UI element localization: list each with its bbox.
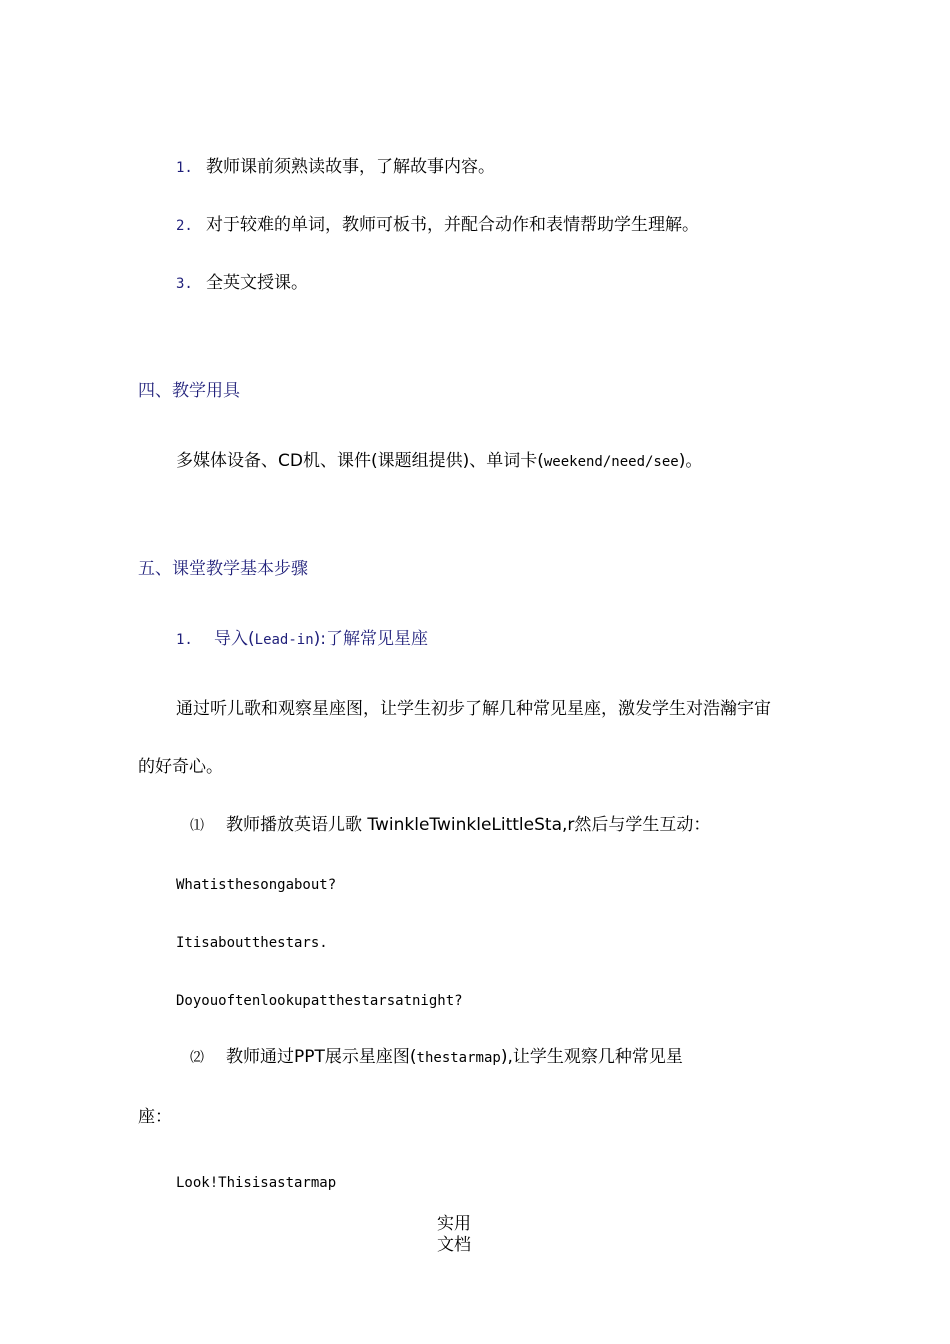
intro-line-2: 的好奇心。: [138, 757, 223, 777]
step-title-a: 导入(: [214, 629, 255, 649]
prep-item-text: 全英文授课。: [206, 273, 308, 293]
sub-step-text-en: thestarmap: [416, 1050, 501, 1066]
prep-item-number: 3.: [176, 276, 193, 292]
page-footer: [437, 1214, 471, 1256]
word-cards: weekend/need/see: [543, 454, 679, 470]
step-title-en: Lead-in: [254, 632, 314, 648]
teaching-tools-end: )。: [678, 451, 703, 471]
prep-item-2: [176, 214, 699, 237]
sub-step-text-b: ),让学生观察几种常见星: [500, 1047, 683, 1067]
sub-step-text-a: 教师通过PPT展示星座图(: [226, 1047, 417, 1067]
sub-step-2: [190, 1046, 683, 1069]
sub-step-marker: ⑴: [190, 818, 204, 834]
prep-item-number: 1.: [176, 160, 193, 176]
dialog-line-3: Doyouoftenlookupatthestarsatnight?: [176, 993, 463, 1009]
section-4-title: 四、教学用具: [138, 381, 240, 401]
prep-item-text: 对于较难的单词，教师可板书，并配合动作和表情帮助学生理解。: [206, 215, 699, 235]
step-number: 1.: [176, 632, 193, 648]
section-4-body: [176, 450, 702, 473]
sub-step-1: [190, 814, 710, 837]
prep-item-number: 2.: [176, 218, 193, 234]
prep-item-text: 教师课前须熟读故事，了解故事内容。: [206, 157, 495, 177]
prep-item-3: [176, 272, 308, 295]
sub-step-marker: ⑵: [190, 1050, 204, 1066]
step-1-title: [176, 628, 428, 651]
intro-line-1: 通过听儿歌和观察星座图，让学生初步了解几种常见星座，激发学生对浩瀚宇宙: [176, 699, 771, 719]
section-5-title: 五、课堂教学基本步骤: [138, 559, 308, 579]
prep-item-1: [176, 156, 495, 179]
step-title-b: ):了解常见星座: [313, 629, 429, 649]
look-line: Look!Thisisastarmap: [176, 1175, 337, 1191]
dialog-line-2: Itisaboutthestars.: [176, 935, 328, 951]
teaching-tools-text: 多媒体设备、CD机、课件(课题组提供)、单词卡(: [176, 451, 544, 471]
footer-line-1: 实用: [437, 1214, 471, 1234]
dialog-line-1: Whatisthesongabout?: [176, 877, 337, 893]
footer-line-2: 文档: [437, 1235, 471, 1255]
sub-step-2-continued: 座：: [138, 1107, 172, 1127]
sub-step-text: 教师播放英语儿歌 TwinkleTwinkleLittleSta,r然后与学生互动：: [226, 815, 711, 835]
